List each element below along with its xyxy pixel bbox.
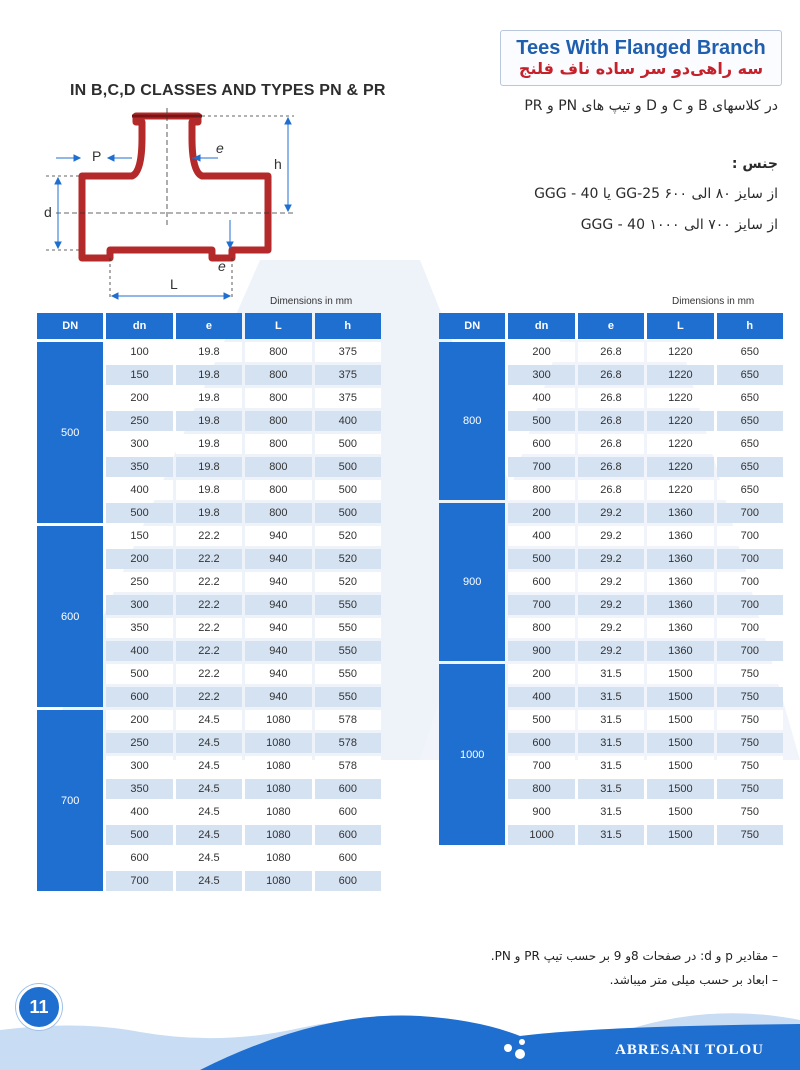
- product-title-en: Tees With Flanged Branch: [516, 37, 766, 59]
- cell-l: 1220: [647, 434, 713, 454]
- cell-h: 750: [717, 664, 783, 684]
- cell-dn: 500: [508, 411, 574, 431]
- column-header-e: e: [578, 313, 644, 339]
- cell-h: 700: [717, 549, 783, 569]
- cell-dn: 350: [106, 779, 172, 799]
- cell-l: 1500: [647, 733, 713, 753]
- cell-dn: 400: [106, 480, 172, 500]
- cell-e: 31.5: [578, 687, 644, 707]
- cell-h: 600: [315, 871, 381, 891]
- cell-e: 26.8: [578, 457, 644, 477]
- cell-e: 29.2: [578, 526, 644, 546]
- cell-l: 800: [245, 365, 311, 385]
- cell-e: 29.2: [578, 549, 644, 569]
- cell-l: 1500: [647, 756, 713, 776]
- cell-dn: 200: [106, 710, 172, 730]
- cell-l: 1220: [647, 457, 713, 477]
- cell-h: 500: [315, 457, 381, 477]
- cell-e: 26.8: [578, 434, 644, 454]
- column-header-l: L: [245, 313, 311, 339]
- cell-e: 22.2: [176, 526, 242, 546]
- cell-e: 22.2: [176, 687, 242, 707]
- cell-e: 22.2: [176, 664, 242, 684]
- cell-e: 31.5: [578, 802, 644, 822]
- cell-l: 1360: [647, 572, 713, 592]
- column-header-dn: dn: [106, 313, 172, 339]
- cell-h: 750: [717, 825, 783, 845]
- cell-h: 650: [717, 411, 783, 431]
- product-heading: [500, 30, 782, 86]
- cell-l: 1080: [245, 802, 311, 822]
- cell-e: 22.2: [176, 641, 242, 661]
- cell-e: 26.8: [578, 480, 644, 500]
- cell-h: 500: [315, 434, 381, 454]
- dim-label-d: d: [44, 204, 52, 220]
- footnotes: [491, 944, 778, 992]
- cell-l: 1360: [647, 549, 713, 569]
- cell-dn: 400: [106, 641, 172, 661]
- cell-dn: 600: [508, 434, 574, 454]
- cell-e: 22.2: [176, 595, 242, 615]
- cell-dn: 400: [106, 802, 172, 822]
- cell-dn: 200: [106, 388, 172, 408]
- dn-group-cell: 700: [37, 710, 103, 891]
- cell-e: 19.8: [176, 388, 242, 408]
- cell-dn: 600: [106, 687, 172, 707]
- cell-l: 1500: [647, 802, 713, 822]
- column-header-e: e: [176, 313, 242, 339]
- cell-dn: 200: [508, 664, 574, 684]
- cell-e: 22.2: [176, 572, 242, 592]
- classes-title: IN B,C,D CLASSES AND TYPES PN & PR: [70, 82, 386, 99]
- cell-e: 24.5: [176, 733, 242, 753]
- cell-l: 1500: [647, 825, 713, 845]
- dim-label-e-side: e: [218, 258, 226, 274]
- cell-dn: 900: [508, 802, 574, 822]
- cell-e: 31.5: [578, 733, 644, 753]
- cell-dn: 300: [106, 756, 172, 776]
- column-header-h: h: [315, 313, 381, 339]
- cell-e: 29.2: [578, 618, 644, 638]
- cell-dn: 300: [106, 434, 172, 454]
- classes-fa: در کلاسهای B و C و D و تیپ های PN و PR: [524, 98, 778, 114]
- dimensions-table-right: [436, 310, 786, 848]
- cell-dn: 400: [508, 687, 574, 707]
- dim-label-l: L: [170, 276, 178, 292]
- cell-dn: 1000: [508, 825, 574, 845]
- cell-e: 19.8: [176, 457, 242, 477]
- cell-h: 750: [717, 710, 783, 730]
- cell-dn: 150: [106, 526, 172, 546]
- column-header-dn: dn: [508, 313, 574, 339]
- cell-h: 375: [315, 365, 381, 385]
- cell-l: 1080: [245, 871, 311, 891]
- cell-l: 1080: [245, 779, 311, 799]
- cell-e: 19.8: [176, 434, 242, 454]
- column-header-l: L: [647, 313, 713, 339]
- cell-e: 31.5: [578, 756, 644, 776]
- cell-h: 578: [315, 710, 381, 730]
- cell-l: 1500: [647, 710, 713, 730]
- cell-e: 24.5: [176, 756, 242, 776]
- cell-dn: 500: [106, 664, 172, 684]
- cell-e: 26.8: [578, 365, 644, 385]
- dn-group-cell: 600: [37, 526, 103, 707]
- cell-l: 940: [245, 618, 311, 638]
- cell-l: 1080: [245, 733, 311, 753]
- cell-dn: 200: [508, 503, 574, 523]
- cell-l: 940: [245, 664, 311, 684]
- cell-l: 1500: [647, 687, 713, 707]
- cell-dn: 350: [106, 457, 172, 477]
- cell-dn: 100: [106, 342, 172, 362]
- cell-h: 550: [315, 618, 381, 638]
- material-label: جنس :: [731, 156, 778, 172]
- cell-h: 650: [717, 388, 783, 408]
- cell-dn: 700: [106, 871, 172, 891]
- cell-h: 520: [315, 572, 381, 592]
- cell-l: 940: [245, 687, 311, 707]
- cell-dn: 600: [106, 848, 172, 868]
- cell-h: 650: [717, 342, 783, 362]
- cell-l: 940: [245, 595, 311, 615]
- dn-group-cell: 800: [439, 342, 505, 500]
- product-title-fa: سه راهی‌دو سر ساده ناف فلنج: [518, 59, 764, 78]
- cell-e: 24.5: [176, 825, 242, 845]
- cell-l: 1360: [647, 641, 713, 661]
- cell-l: 1080: [245, 756, 311, 776]
- cell-h: 700: [717, 572, 783, 592]
- cell-e: 24.5: [176, 779, 242, 799]
- cell-h: 600: [315, 779, 381, 799]
- cell-l: 940: [245, 549, 311, 569]
- cell-dn: 250: [106, 733, 172, 753]
- cell-l: 1500: [647, 779, 713, 799]
- cell-h: 700: [717, 641, 783, 661]
- cell-dn: 800: [508, 480, 574, 500]
- cell-e: 29.2: [578, 595, 644, 615]
- brand-name: ABRESANI TOLOU: [615, 1042, 764, 1058]
- cell-dn: 150: [106, 365, 172, 385]
- table-header-row: [439, 313, 783, 339]
- cell-dn: 200: [106, 549, 172, 569]
- table-row: [439, 664, 783, 684]
- cell-dn: 250: [106, 411, 172, 431]
- cell-h: 650: [717, 457, 783, 477]
- cell-e: 24.5: [176, 871, 242, 891]
- footnote-2: – ابعاد بر حسب میلی متر میباشد.: [609, 973, 778, 987]
- cell-e: 31.5: [578, 710, 644, 730]
- cell-dn: 800: [508, 779, 574, 799]
- dn-group-cell: 900: [439, 503, 505, 661]
- cell-h: 700: [717, 595, 783, 615]
- cell-dn: 250: [106, 572, 172, 592]
- cell-l: 1220: [647, 342, 713, 362]
- cell-h: 578: [315, 733, 381, 753]
- cell-e: 26.8: [578, 388, 644, 408]
- cell-h: 500: [315, 503, 381, 523]
- cell-e: 22.2: [176, 618, 242, 638]
- cell-l: 800: [245, 342, 311, 362]
- material-line-2: از سایز ۷۰۰ الی ۱۰۰۰ GGG - 40: [580, 217, 778, 233]
- units-note-left: Dimensions in mm: [270, 296, 353, 307]
- cell-e: 31.5: [578, 825, 644, 845]
- column-header-dn_group: DN: [37, 313, 103, 339]
- cell-h: 400: [315, 411, 381, 431]
- dim-label-h: h: [274, 156, 282, 172]
- cell-l: 1220: [647, 388, 713, 408]
- cell-h: 550: [315, 664, 381, 684]
- cell-h: 550: [315, 687, 381, 707]
- cell-l: 1220: [647, 411, 713, 431]
- table-row: [37, 342, 381, 362]
- cell-l: 1080: [245, 848, 311, 868]
- table-row: [439, 503, 783, 523]
- table-header-row: [37, 313, 381, 339]
- cell-h: 600: [315, 802, 381, 822]
- cell-h: 650: [717, 434, 783, 454]
- cell-dn: 600: [508, 733, 574, 753]
- cell-l: 1080: [245, 710, 311, 730]
- cell-l: 1360: [647, 595, 713, 615]
- cell-h: 750: [717, 756, 783, 776]
- cell-dn: 600: [508, 572, 574, 592]
- cell-l: 800: [245, 457, 311, 477]
- cell-dn: 900: [508, 641, 574, 661]
- cell-e: 26.8: [578, 342, 644, 362]
- dn-group-cell: 500: [37, 342, 103, 523]
- cell-h: 750: [717, 802, 783, 822]
- cell-e: 29.2: [578, 641, 644, 661]
- page-number: 11: [16, 984, 62, 1030]
- cell-dn: 200: [508, 342, 574, 362]
- cell-e: 29.2: [578, 572, 644, 592]
- cell-l: 940: [245, 526, 311, 546]
- cell-dn: 500: [508, 549, 574, 569]
- dim-label-p: P: [92, 148, 102, 164]
- cell-dn: 700: [508, 595, 574, 615]
- cell-e: 29.2: [578, 503, 644, 523]
- cell-l: 1360: [647, 526, 713, 546]
- cell-e: 24.5: [176, 802, 242, 822]
- cell-h: 750: [717, 733, 783, 753]
- cell-h: 375: [315, 388, 381, 408]
- cell-l: 800: [245, 503, 311, 523]
- cell-h: 650: [717, 480, 783, 500]
- cell-dn: 700: [508, 756, 574, 776]
- cell-e: 31.5: [578, 779, 644, 799]
- cell-dn: 350: [106, 618, 172, 638]
- cell-l: 1360: [647, 618, 713, 638]
- cell-dn: 500: [106, 825, 172, 845]
- cell-h: 750: [717, 779, 783, 799]
- table-row: [37, 526, 381, 546]
- cell-h: 650: [717, 365, 783, 385]
- cell-dn: 700: [508, 457, 574, 477]
- cell-h: 520: [315, 526, 381, 546]
- cell-dn: 400: [508, 526, 574, 546]
- cell-e: 26.8: [578, 411, 644, 431]
- cell-e: 19.8: [176, 503, 242, 523]
- cell-l: 1080: [245, 825, 311, 845]
- cell-dn: 300: [508, 365, 574, 385]
- dn-group-cell: 1000: [439, 664, 505, 845]
- cell-l: 940: [245, 641, 311, 661]
- cell-dn: 500: [508, 710, 574, 730]
- cell-e: 19.8: [176, 365, 242, 385]
- cell-h: 520: [315, 549, 381, 569]
- cell-dn: 800: [508, 618, 574, 638]
- cell-e: 24.5: [176, 848, 242, 868]
- cell-h: 578: [315, 756, 381, 776]
- cell-l: 800: [245, 480, 311, 500]
- column-header-h: h: [717, 313, 783, 339]
- cell-h: 750: [717, 687, 783, 707]
- cell-h: 700: [717, 503, 783, 523]
- cell-l: 800: [245, 411, 311, 431]
- cell-e: 24.5: [176, 710, 242, 730]
- cell-h: 600: [315, 825, 381, 845]
- cell-l: 1220: [647, 480, 713, 500]
- cell-dn: 400: [508, 388, 574, 408]
- dimensions-table-left: [34, 310, 384, 894]
- cell-e: 31.5: [578, 664, 644, 684]
- cell-h: 550: [315, 641, 381, 661]
- cell-l: 800: [245, 434, 311, 454]
- cell-e: 19.8: [176, 480, 242, 500]
- tee-diagram: [36, 108, 316, 308]
- cell-dn: 300: [106, 595, 172, 615]
- footnote-1: – مقادیر p و d: در صفحات 8و 9 بر حسب تیپ PR و PN.: [490, 949, 778, 963]
- cell-h: 550: [315, 595, 381, 615]
- cell-l: 940: [245, 572, 311, 592]
- cell-e: 22.2: [176, 549, 242, 569]
- dim-label-e-top: e: [216, 140, 224, 156]
- units-note-right: Dimensions in mm: [672, 296, 755, 307]
- material-line-1: از سایز ۸۰ الی ۶۰۰ GG-25 یا GGG - 40: [534, 186, 778, 202]
- cell-h: 500: [315, 480, 381, 500]
- cell-e: 19.8: [176, 342, 242, 362]
- cell-h: 375: [315, 342, 381, 362]
- cell-h: 600: [315, 848, 381, 868]
- cell-l: 1360: [647, 503, 713, 523]
- table-row: [37, 710, 381, 730]
- cell-h: 700: [717, 618, 783, 638]
- cell-l: 1220: [647, 365, 713, 385]
- table-row: [439, 342, 783, 362]
- cell-e: 19.8: [176, 411, 242, 431]
- cell-l: 1500: [647, 664, 713, 684]
- cell-dn: 500: [106, 503, 172, 523]
- cell-l: 800: [245, 388, 311, 408]
- cell-h: 700: [717, 526, 783, 546]
- column-header-dn_group: DN: [439, 313, 505, 339]
